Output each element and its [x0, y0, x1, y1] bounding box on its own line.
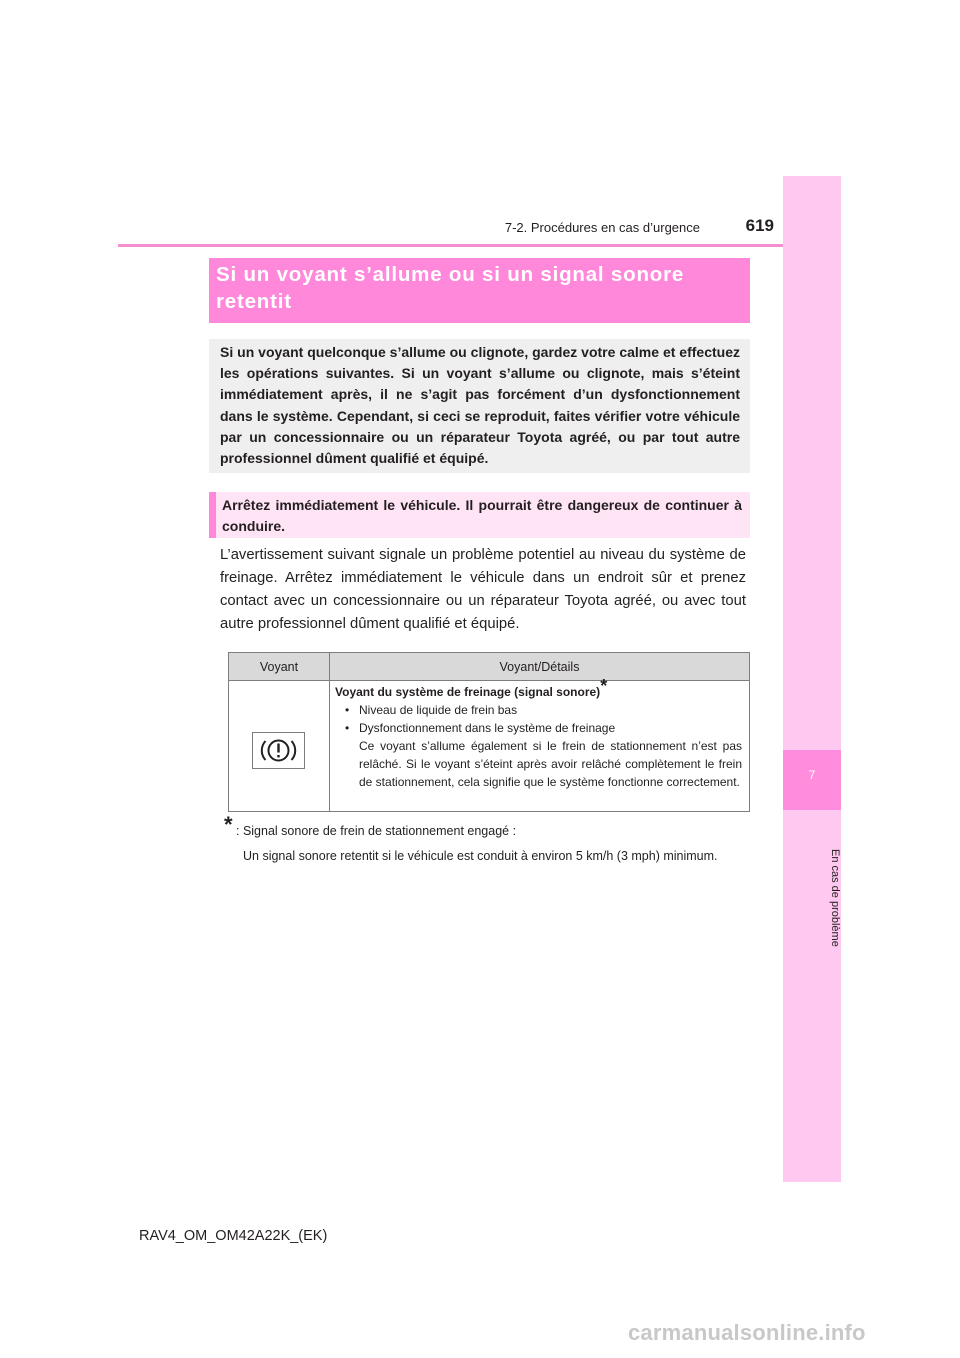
- list-item: • Dysfonctionnement dans le système de freinage: [335, 719, 742, 737]
- warning-light-table: [228, 652, 750, 812]
- section-title: Si un voyant s’allume ou si un signal sonore retentit: [216, 263, 685, 313]
- footnote-label: : Signal sonore de frein de stationnement engagé :: [236, 824, 517, 838]
- side-tab-strip: [783, 176, 841, 1182]
- header-divider: [118, 244, 841, 247]
- table-row-detail: Ce voyant s’allume également si le frein de stationnement n’est pas relâché. Si le voyant s’éteint après avoir relâché complètement le frein de stationnement, cela signifie que le système fonctionne correctement.: [359, 739, 742, 789]
- side-tab-chapter-number: 7: [808, 768, 816, 782]
- brake-warning-icon: [252, 732, 305, 769]
- table-row-title: Voyant du système de freinage (signal sonore)*: [335, 676, 608, 699]
- watermark: carmanualsonline.info: [628, 1320, 866, 1345]
- table-cell-details: [335, 676, 742, 791]
- table-header-details: Voyant/Détails: [499, 660, 580, 674]
- page-number: 619: [745, 216, 774, 235]
- list-item: • Niveau de liquide de frein bas: [335, 701, 742, 719]
- header-section-title: 7-2. Procédures en cas d’urgence: [504, 220, 700, 235]
- footnote-detail: Un signal sonore retentit si le véhicule est conduit à environ 5 km/h (3 mph) minimum.: [243, 849, 718, 863]
- body-paragraph: L’avertissement suivant signale un problème potentiel au niveau du système de freinage. Arrêtez immédiatement le véhicule dans un endroit sûr et prenez contact avec un concessionnaire ou un réparateur Toyota agréé, ou avec tout autre professionnel dûment qualifié et équipé.: [220, 547, 746, 632]
- table-header-voyant: Voyant: [259, 660, 299, 674]
- warning-accent-bar: [209, 492, 216, 538]
- footer-document-code: RAV4_OM_OM42A22K_(EK): [139, 1228, 328, 1244]
- side-tab-chapter-title: En cas de problème: [829, 849, 841, 947]
- warning-text: Arrêtez immédiatement le véhicule. Il pourrait être dangereux de continuer à conduire.: [222, 497, 742, 534]
- footnote-star: *: [224, 812, 233, 837]
- footnote-mark: *: [600, 676, 608, 696]
- table-column-divider: [329, 653, 330, 811]
- intro-text: Si un voyant quelconque s’allume ou clignote, gardez votre calme et effectuez les opérations suivantes. Si un voyant s’allume ou clignote, mais s’éteint immédiatement après, il ne s’agit pas forcément d’un dysfonctionnement dans le système. Cependant, si ceci se reproduit, faites vérifier votre véhicule par un concessionnaire ou un réparateur Toyota agréé, ou par tout autre professionnel dûment qualifié et équipé.: [220, 344, 740, 467]
